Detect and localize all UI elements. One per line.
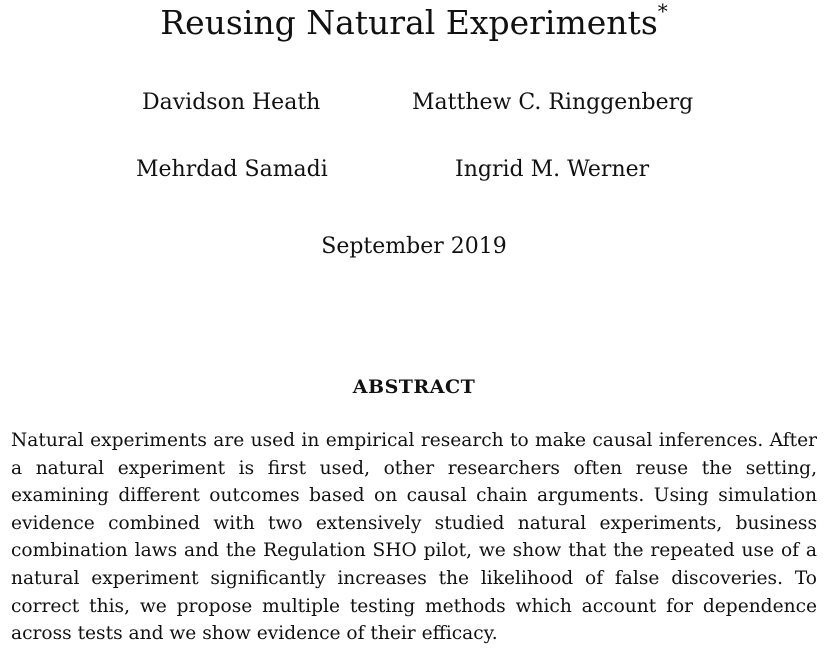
- author-name: Matthew C. Ringgenberg: [412, 90, 694, 115]
- author-name: Ingrid M. Werner: [455, 157, 650, 182]
- abstract-body: Natural experiments are used in empirical research to make causal inferences. After a natural experiment is first used, other researchers often reuse the setting, examining different outcomes based on causal chain arguments. Using simulation evidence combined with two extensively studied natural experiments, business combination laws and the Regulation SHO pilot, we show that the repeated use of a natural experiment significantly increases the likelihood of false discoveries. To correct this, we propose multiple testing methods which account for dependence across tests and we show evidence of their efficacy.: [11, 430, 817, 645]
- abstract-heading: ABSTRACT: [352, 376, 476, 398]
- title-footnote-mark: *: [657, 0, 668, 23]
- author-name: Davidson Heath: [142, 90, 321, 115]
- paper-title: [0, 2, 828, 44]
- paper-date: September 2019: [321, 234, 507, 259]
- paper-title-text: Reusing Natural Experiments: [160, 3, 658, 42]
- author-name: Mehrdad Samadi: [136, 157, 328, 182]
